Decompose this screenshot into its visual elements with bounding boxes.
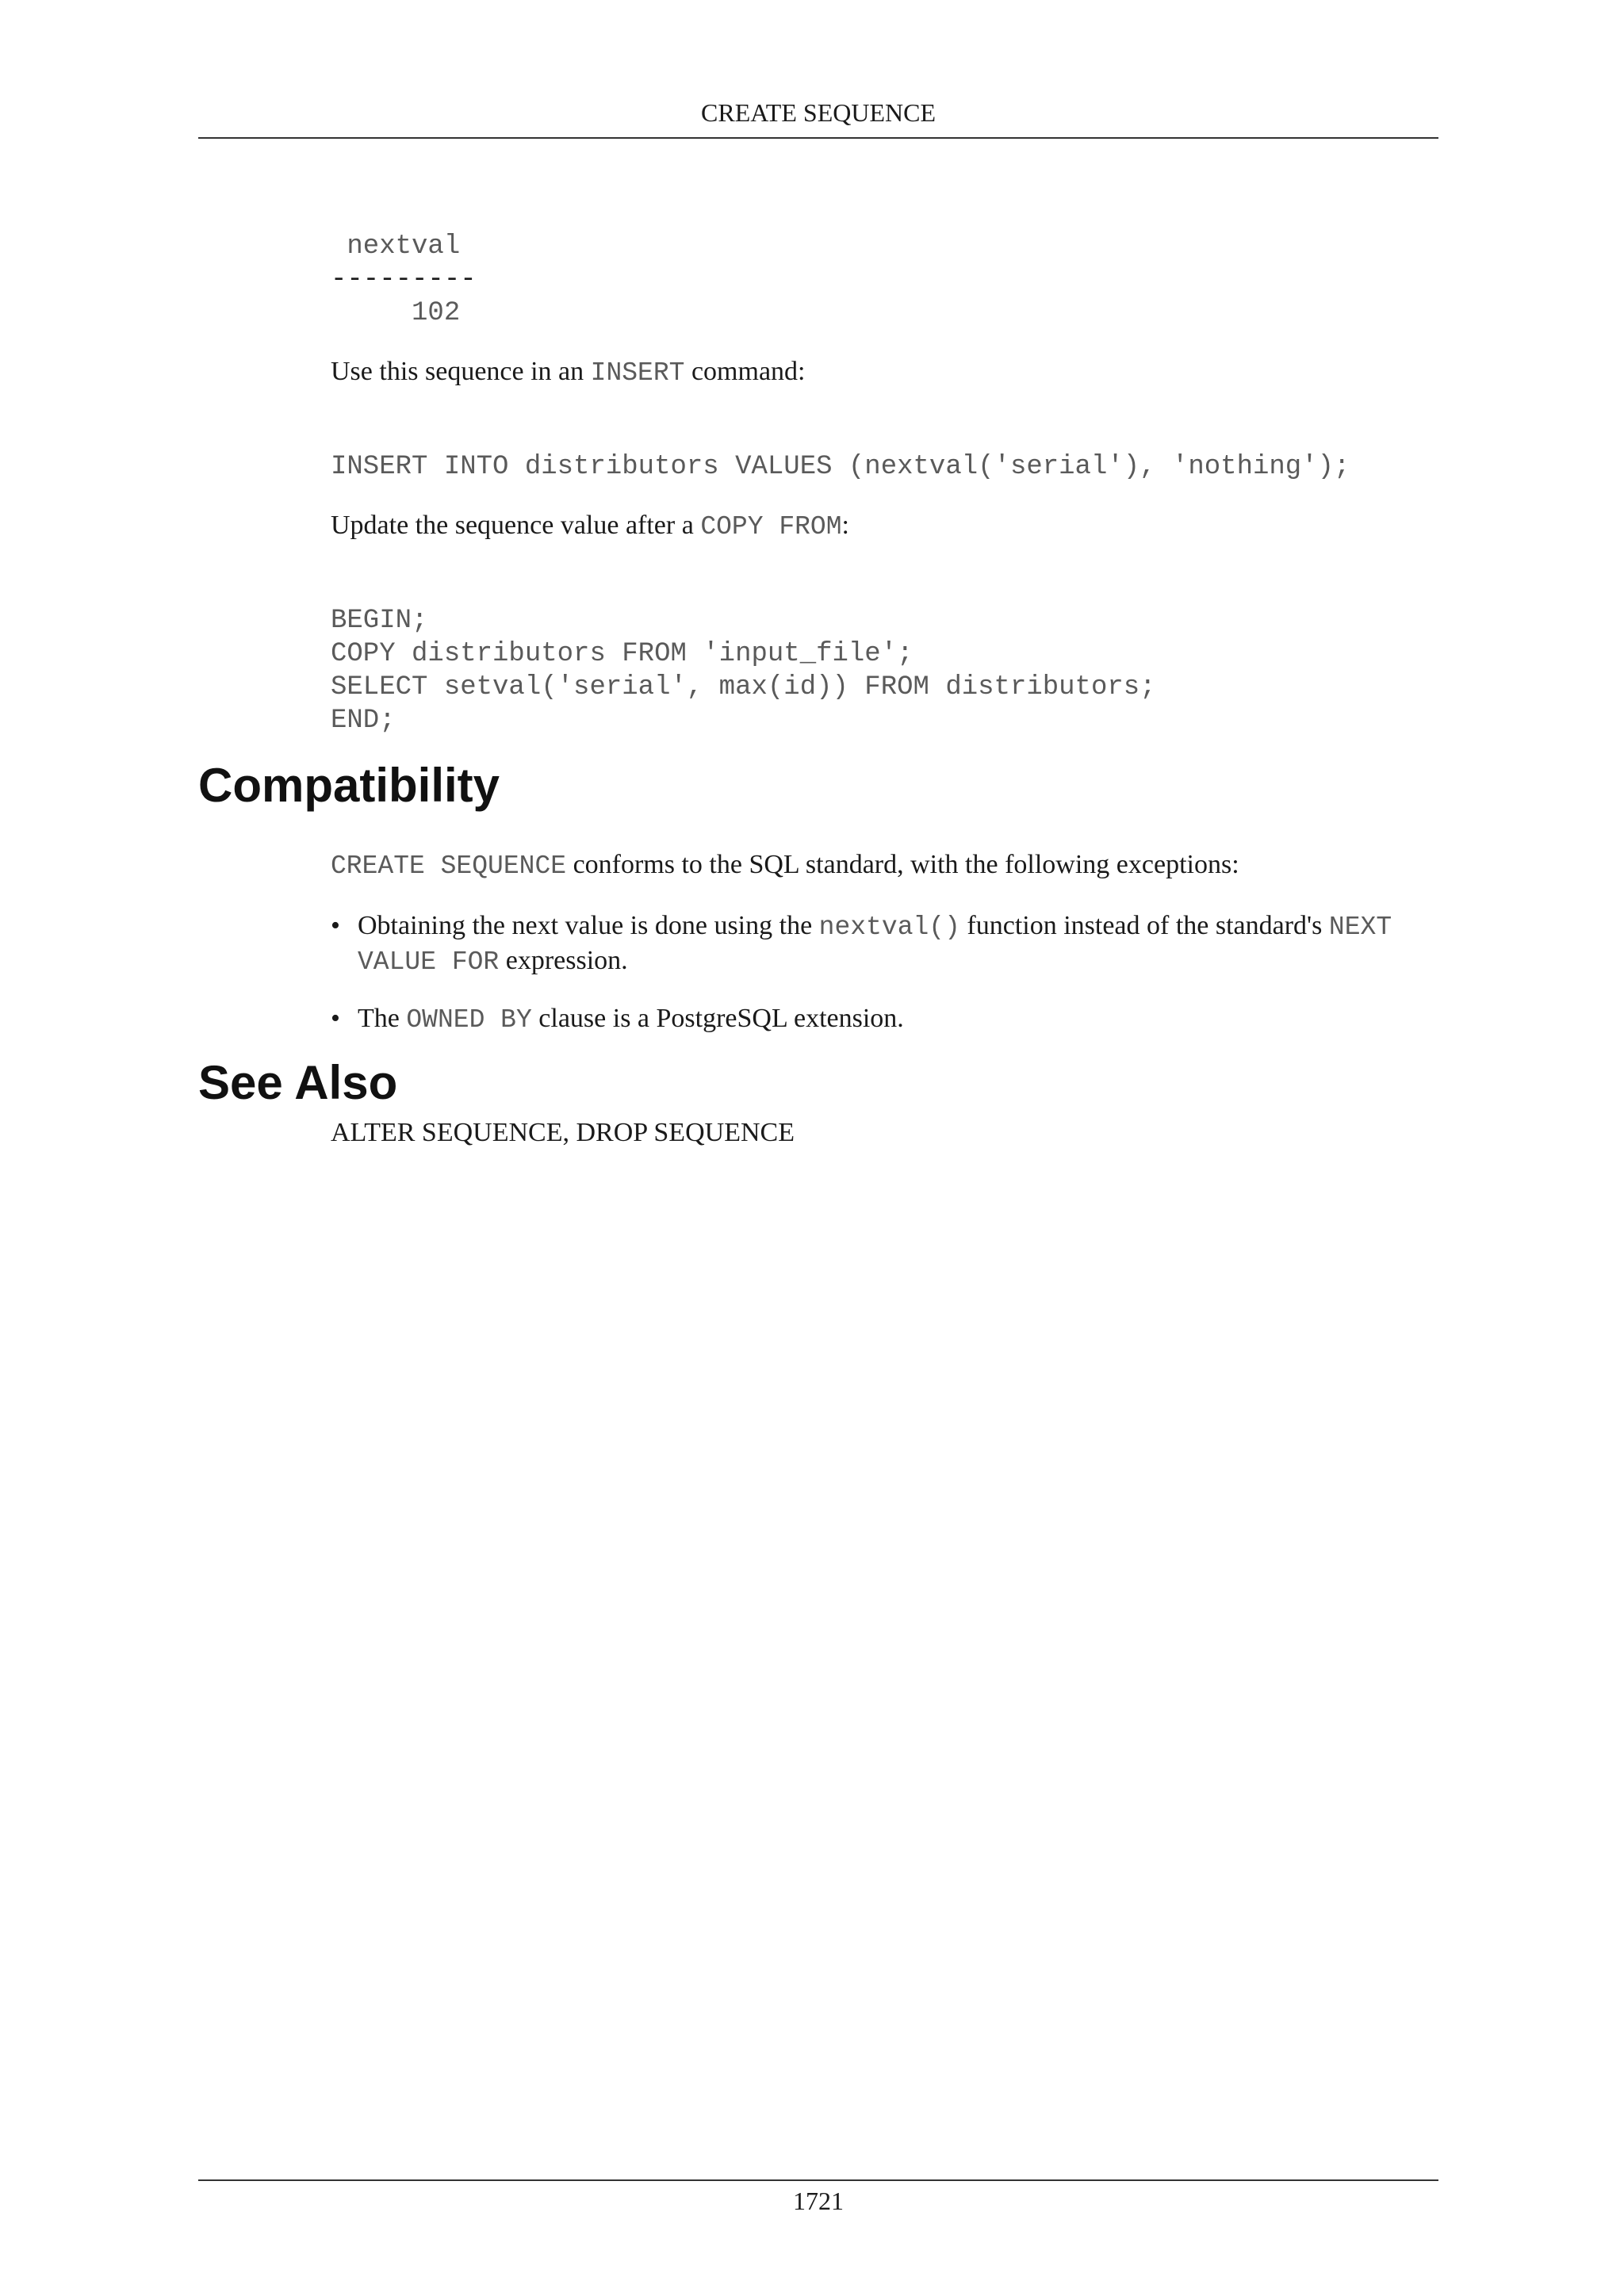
create-sequence-keyword: CREATE SEQUENCE: [331, 851, 567, 881]
next-keyword: NEXT: [1328, 913, 1392, 942]
footer-rule: [198, 2179, 1438, 2181]
compatibility-heading: Compatibility: [198, 759, 500, 812]
see-also-heading: See Also: [198, 1056, 398, 1109]
text: function instead of the standard's: [959, 911, 1329, 940]
code-line: BEGIN;: [331, 606, 428, 636]
output-value: 102: [331, 298, 461, 328]
code-line: COPY distributors FROM 'input_file';: [331, 639, 914, 669]
output-separator: ---------: [331, 265, 477, 295]
insert-intro-tail: command:: [684, 357, 806, 386]
insert-intro-text: Use this sequence in an: [331, 357, 591, 386]
value-for-keyword: VALUE FOR: [358, 947, 500, 977]
copy-intro-tail: :: [841, 511, 849, 540]
copy-intro-text: Update the sequence value after a: [331, 511, 701, 540]
list-item: [331, 909, 1441, 976]
owned-by-keyword: OWNED BY: [406, 1005, 532, 1035]
example-output-block: [331, 230, 477, 330]
code-line: END;: [331, 706, 396, 736]
copy-from-keyword: COPY FROM: [700, 512, 842, 541]
see-also-links: ALTER SEQUENCE, DROP SEQUENCE: [331, 1118, 795, 1147]
bullet-symbol: •: [331, 1004, 340, 1033]
bullet-symbol: •: [331, 911, 340, 940]
text: clause is a PostgreSQL extension.: [531, 1004, 904, 1033]
header-rule: [198, 137, 1438, 139]
insert-keyword: INSERT: [590, 358, 685, 388]
copy-intro-paragraph: [331, 509, 1441, 544]
compatibility-intro-text: conforms to the SQL standard, with the following exceptions:: [566, 850, 1239, 879]
compatibility-intro: [331, 848, 1441, 883]
list-item: [331, 1002, 1441, 1035]
copy-code-block: [331, 604, 1156, 737]
list-item-text: [358, 1002, 1444, 1037]
text: The: [358, 1004, 407, 1033]
running-header: CREATE SEQUENCE: [701, 98, 936, 127]
list-item-text: [358, 909, 1444, 979]
nextval-function: nextval(): [818, 913, 960, 942]
insert-code-block: INSERT INTO distributors VALUES (nextval('serial'), 'nothing');: [331, 452, 1350, 482]
output-column-name: nextval: [331, 232, 461, 262]
text: expression.: [499, 946, 628, 975]
text: Obtaining the next value is done using the: [358, 911, 819, 940]
page-number: 1721: [793, 2187, 844, 2215]
code-line: SELECT setval('serial', max(id)) FROM distributors;: [331, 672, 1156, 702]
insert-intro-paragraph: [331, 355, 1441, 390]
